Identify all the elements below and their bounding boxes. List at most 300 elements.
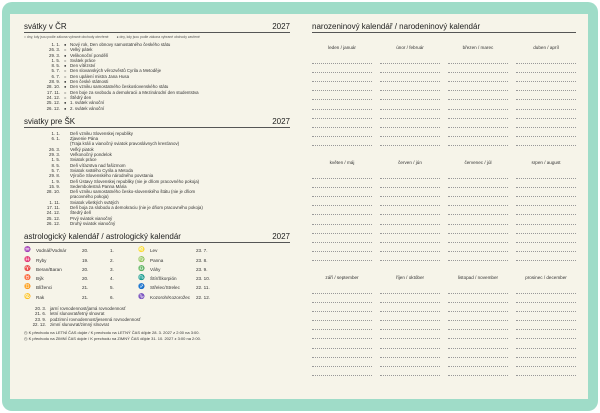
shop-status-marker: ● bbox=[64, 84, 67, 90]
holiday-date: 25. 12. bbox=[46, 100, 60, 106]
holiday-date: 26. 3. bbox=[49, 146, 60, 152]
shop-status-marker: = bbox=[64, 68, 67, 74]
zodiac-icon: ♎ bbox=[138, 265, 145, 272]
write-line[interactable] bbox=[312, 73, 372, 82]
write-line[interactable] bbox=[516, 128, 576, 137]
write-line[interactable] bbox=[380, 285, 440, 294]
write-line[interactable] bbox=[516, 64, 576, 73]
zodiac-start-date bbox=[196, 274, 224, 283]
zodiac-start-month: 5. bbox=[110, 285, 114, 291]
write-line[interactable] bbox=[448, 82, 508, 91]
write-line[interactable] bbox=[312, 119, 372, 128]
month-column bbox=[312, 170, 372, 261]
write-line[interactable] bbox=[516, 312, 576, 321]
write-line[interactable] bbox=[312, 100, 372, 109]
write-line[interactable] bbox=[516, 55, 576, 64]
holiday-name: pracovného pokoja) bbox=[70, 194, 109, 200]
write-line[interactable] bbox=[516, 225, 576, 234]
write-line[interactable] bbox=[516, 179, 576, 188]
write-line[interactable] bbox=[448, 188, 508, 197]
month-label: prosinec / december bbox=[525, 274, 567, 280]
holiday-date: 8. 5. bbox=[51, 162, 60, 168]
month-label: březen / marec bbox=[462, 45, 494, 50]
holiday-name: 1. svátek vánoční bbox=[70, 100, 105, 106]
summer-time-note: ◷ K přechodu na LETNÍ ČAS dojde / K prechodu na LETNÝ ČAS dôjde 28. 3. 2027 z 2:00 na 3:00. bbox=[24, 330, 200, 336]
shop-status-marker: = bbox=[64, 89, 67, 95]
season-row bbox=[24, 322, 290, 327]
month: 10. bbox=[203, 276, 211, 282]
holiday-name: Sviatok všetkých svätých bbox=[70, 199, 119, 205]
month: 11. bbox=[203, 285, 210, 291]
day: 23. bbox=[196, 248, 203, 254]
write-line[interactable] bbox=[448, 206, 508, 215]
month-lines bbox=[312, 55, 576, 146]
zodiac-start-month: 4. bbox=[110, 276, 114, 282]
write-line[interactable] bbox=[380, 330, 440, 339]
astro-header bbox=[24, 232, 290, 243]
write-line[interactable] bbox=[380, 188, 440, 197]
day: 21. bbox=[82, 285, 89, 291]
holiday-date: 1. 11. bbox=[49, 199, 60, 205]
write-line[interactable] bbox=[448, 294, 508, 303]
day: 23. bbox=[196, 257, 203, 263]
holiday-date: 26. 12. bbox=[46, 220, 60, 226]
zodiac-icon: ♒ bbox=[24, 247, 31, 254]
holiday-name: Svátek práce bbox=[70, 57, 96, 63]
zodiac-start-date bbox=[196, 246, 224, 255]
write-line[interactable] bbox=[312, 91, 372, 100]
write-line[interactable] bbox=[380, 358, 440, 367]
month-column bbox=[312, 285, 372, 376]
write-line[interactable] bbox=[516, 82, 576, 91]
write-line[interactable] bbox=[380, 91, 440, 100]
write-line[interactable] bbox=[448, 100, 508, 109]
write-line[interactable] bbox=[380, 215, 440, 224]
write-line[interactable] bbox=[312, 64, 372, 73]
shop-status-marker: ● bbox=[64, 42, 67, 47]
zodiac-name: Vodnář/Vodnár bbox=[36, 248, 67, 254]
write-line[interactable] bbox=[516, 73, 576, 82]
month-headers bbox=[312, 45, 576, 55]
month-label: květen / máj bbox=[329, 159, 355, 165]
zodiac-start-day bbox=[82, 256, 110, 265]
season-date: 20. 3. bbox=[35, 305, 46, 311]
write-line[interactable] bbox=[448, 119, 508, 128]
holiday-name: 2. svátek vánoční bbox=[70, 105, 105, 111]
write-line[interactable] bbox=[448, 252, 508, 261]
zodiac-start-month: 1. bbox=[110, 248, 114, 254]
holiday-date: 1. 9. bbox=[51, 178, 60, 184]
write-line[interactable] bbox=[380, 234, 440, 243]
month-headers bbox=[312, 275, 576, 285]
month-column bbox=[516, 55, 576, 146]
month: 8. bbox=[203, 257, 208, 263]
write-line[interactable] bbox=[312, 234, 372, 243]
write-line[interactable] bbox=[516, 243, 576, 252]
write-line[interactable] bbox=[380, 179, 440, 188]
write-line[interactable] bbox=[312, 285, 372, 294]
holiday-name: Den boje za svobodu a demokracii a Mezinárodní den studentstva bbox=[70, 89, 199, 95]
holiday-date: 1. 1. bbox=[51, 130, 60, 136]
write-line[interactable] bbox=[380, 321, 440, 330]
write-line[interactable] bbox=[448, 243, 508, 252]
write-line[interactable] bbox=[312, 243, 372, 252]
zodiac-icon: ♑ bbox=[138, 293, 145, 300]
winter-time-note: ◷ K přechodu na ZIMNÍ ČAS dojde / K prechodu na ZIMNÝ ČAS dôjde 31. 10. 2027 z 3:00 na 2:00. bbox=[24, 335, 201, 341]
write-line[interactable] bbox=[312, 321, 372, 330]
write-line[interactable] bbox=[448, 91, 508, 100]
zodiac-name: Střelec/Strelec bbox=[150, 285, 180, 291]
month-column bbox=[516, 285, 576, 376]
write-line[interactable] bbox=[312, 170, 372, 179]
zodiac-start-day bbox=[82, 274, 110, 283]
zodiac-icon: ♓ bbox=[24, 256, 31, 263]
holiday-date: 15. 9. bbox=[49, 183, 60, 189]
holiday-name: Den upálení mistra Jana Husa bbox=[70, 73, 130, 79]
holiday-date: 1. 1. bbox=[51, 42, 60, 47]
write-line[interactable] bbox=[380, 82, 440, 91]
day: 20. bbox=[82, 276, 89, 282]
write-line[interactable] bbox=[380, 312, 440, 321]
holiday-date: 29. 3. bbox=[49, 152, 60, 158]
write-line[interactable] bbox=[448, 64, 508, 73]
holiday-date: 8. 5. bbox=[51, 63, 60, 69]
zodiac-icon: ♊ bbox=[24, 284, 31, 291]
write-line[interactable] bbox=[312, 312, 372, 321]
holiday-date: 29. 8. bbox=[49, 173, 60, 179]
shop-status-marker: = bbox=[64, 94, 67, 100]
write-line[interactable] bbox=[516, 285, 576, 294]
write-line[interactable] bbox=[312, 82, 372, 91]
holiday-name: Den české státnosti bbox=[70, 79, 109, 85]
zodiac-start-date bbox=[196, 283, 224, 292]
write-line[interactable] bbox=[516, 339, 576, 348]
holiday-name: Den vítězství bbox=[70, 63, 96, 69]
holiday-date: 5. 7. bbox=[51, 68, 60, 74]
shop-status-marker: ● bbox=[64, 105, 67, 111]
sk-holidays-title: sviatky pre ŠK bbox=[24, 116, 76, 126]
write-line[interactable] bbox=[448, 170, 508, 179]
holiday-date: 26. 3. bbox=[49, 47, 60, 53]
season-name: podzimní rovnodennost/jesenná rovnodennosť bbox=[50, 316, 141, 322]
write-line[interactable] bbox=[380, 197, 440, 206]
write-line[interactable] bbox=[448, 55, 508, 64]
write-line[interactable] bbox=[448, 285, 508, 294]
zodiac-start-month: 2. bbox=[110, 257, 114, 263]
month-label: červenec / júl bbox=[464, 159, 492, 165]
zodiac-icon: ♈ bbox=[24, 265, 31, 272]
write-line[interactable] bbox=[516, 188, 576, 197]
write-line[interactable] bbox=[516, 91, 576, 100]
day: 20. bbox=[82, 248, 89, 254]
month-lines bbox=[312, 170, 576, 261]
zodiac-icon: ♍ bbox=[138, 256, 145, 263]
write-line[interactable] bbox=[312, 206, 372, 215]
holiday-date: 28. 10. bbox=[46, 84, 60, 90]
write-line[interactable] bbox=[312, 225, 372, 234]
holiday-name: Prvý sviatok vianočný bbox=[70, 215, 113, 221]
write-line[interactable] bbox=[312, 128, 372, 137]
write-line[interactable] bbox=[312, 110, 372, 119]
write-line[interactable] bbox=[516, 349, 576, 358]
write-line[interactable] bbox=[312, 137, 372, 146]
holiday-name: Zjavenie Pána bbox=[70, 136, 99, 142]
zodiac-name: Beran/Baran bbox=[36, 266, 62, 272]
season-date: 23. 9. bbox=[35, 316, 46, 322]
write-line[interactable] bbox=[448, 358, 508, 367]
cz-holiday-row bbox=[24, 106, 290, 111]
write-line[interactable] bbox=[312, 349, 372, 358]
write-line[interactable] bbox=[312, 358, 372, 367]
zodiac-name: Rak bbox=[36, 294, 45, 300]
write-line[interactable] bbox=[448, 330, 508, 339]
write-line[interactable] bbox=[380, 137, 440, 146]
write-line[interactable] bbox=[516, 367, 576, 376]
holiday-name: Výročie Slovenského národného povstania bbox=[70, 173, 154, 179]
write-line[interactable] bbox=[448, 73, 508, 82]
write-line[interactable] bbox=[448, 339, 508, 348]
write-line[interactable] bbox=[380, 339, 440, 348]
write-line[interactable] bbox=[312, 215, 372, 224]
write-line[interactable] bbox=[312, 188, 372, 197]
zodiac-name: Panna bbox=[150, 257, 164, 263]
write-line[interactable] bbox=[448, 367, 508, 376]
month-label: duben / apríl bbox=[533, 45, 559, 50]
write-line[interactable] bbox=[380, 303, 440, 312]
shop-status-marker: ● bbox=[64, 100, 67, 106]
month: 9. bbox=[203, 266, 208, 272]
holiday-date: 28. 10. bbox=[46, 189, 60, 195]
holiday-name: Druhý sviatok vianočný bbox=[70, 220, 116, 226]
write-line[interactable] bbox=[516, 170, 576, 179]
legend-closed: ● dny, kdy jsou podle zákona vybrané obchody zavřené bbox=[116, 35, 200, 39]
zodiac-start-day bbox=[82, 265, 110, 274]
quarter-block bbox=[312, 275, 576, 376]
cz-holidays-header bbox=[24, 22, 290, 33]
write-line[interactable] bbox=[380, 64, 440, 73]
month-headers bbox=[312, 160, 576, 170]
write-line[interactable] bbox=[448, 234, 508, 243]
write-line[interactable] bbox=[380, 367, 440, 376]
day: 22. bbox=[196, 285, 203, 291]
write-line[interactable] bbox=[380, 128, 440, 137]
holiday-date: 24. 12. bbox=[46, 94, 60, 100]
write-line[interactable] bbox=[448, 225, 508, 234]
write-line[interactable] bbox=[312, 294, 372, 303]
cz-holidays-title: svátky v ČR bbox=[24, 22, 67, 31]
month-column bbox=[448, 285, 508, 376]
zodiac-start-month: 6. bbox=[110, 294, 114, 300]
holiday-name: (Traja králi a vianočný sviatok pravoslávnych kresťanov) bbox=[70, 141, 180, 147]
write-line[interactable] bbox=[312, 330, 372, 339]
holiday-name: Sedembolestná Panna Mária bbox=[70, 183, 127, 189]
holiday-date: 6. 1. bbox=[51, 136, 60, 142]
season-name: zimní slunovrat/zimný slnovrat bbox=[50, 321, 109, 327]
holiday-name: Deň boja za slobodu a demokraciu (nie je dňom pracovného pokoja) bbox=[70, 205, 203, 211]
legend-open: = dny, kdy jsou podle zákona vybrané obchody otevřené bbox=[24, 35, 109, 39]
write-line[interactable] bbox=[380, 73, 440, 82]
holiday-name: Den vzniku samostatného československého státu bbox=[70, 84, 169, 90]
write-line[interactable] bbox=[516, 197, 576, 206]
month-label: říjen / október bbox=[395, 274, 425, 280]
holiday-name: Veľkonočný pondelok bbox=[70, 152, 112, 158]
zodiac-start-date bbox=[196, 256, 224, 265]
birthday-title: narozeninový kalendář / narodeninový kalendár bbox=[312, 22, 481, 31]
zodiac-name: Blíženci bbox=[36, 285, 53, 291]
shop-status-marker: ● bbox=[64, 79, 67, 85]
write-line[interactable] bbox=[380, 170, 440, 179]
holiday-name: Deň víťazstva nad fašizmom bbox=[70, 162, 126, 168]
left-page bbox=[10, 14, 300, 399]
zodiac-name: Kozoroh/Kozorožec bbox=[150, 294, 191, 300]
month-label: září / september bbox=[325, 274, 359, 280]
cz-legend bbox=[24, 35, 290, 39]
sk-holiday-list bbox=[24, 131, 290, 226]
holiday-name: Velký pátek bbox=[70, 47, 93, 53]
season-list bbox=[24, 306, 290, 327]
zodiac-start-day bbox=[82, 293, 110, 302]
holiday-name: Štědrý den bbox=[70, 94, 92, 100]
holiday-name: Nový rok, Den obnovy samostatného českého státu bbox=[70, 42, 171, 47]
write-line[interactable] bbox=[448, 349, 508, 358]
write-line[interactable] bbox=[448, 128, 508, 137]
month: 12. bbox=[203, 294, 211, 300]
write-line[interactable] bbox=[380, 349, 440, 358]
holiday-date: 26. 12. bbox=[46, 105, 60, 111]
holiday-name: Veľký piatok bbox=[70, 146, 94, 152]
write-line[interactable] bbox=[312, 339, 372, 348]
quarter-block bbox=[312, 160, 576, 261]
write-line[interactable] bbox=[448, 137, 508, 146]
sk-holidays-year: 2027 bbox=[272, 116, 290, 126]
write-line[interactable] bbox=[516, 321, 576, 330]
zodiac-icon: ♋ bbox=[24, 293, 31, 300]
time-change-notes bbox=[24, 330, 290, 341]
day: 20. bbox=[82, 266, 89, 272]
birthday-header bbox=[312, 22, 576, 33]
month: 7. bbox=[203, 248, 208, 254]
zodiac-start-date bbox=[196, 265, 224, 274]
month-label: listopad / november bbox=[457, 274, 499, 280]
write-line[interactable] bbox=[516, 110, 576, 119]
shop-status-marker: = bbox=[64, 73, 67, 79]
month-column bbox=[380, 170, 440, 261]
zodiac-start-date bbox=[196, 293, 224, 302]
write-line[interactable] bbox=[380, 294, 440, 303]
day: 23. bbox=[196, 266, 203, 272]
holiday-date: 5. 7. bbox=[51, 167, 60, 173]
write-line[interactable] bbox=[380, 206, 440, 215]
month-column bbox=[448, 55, 508, 146]
write-line[interactable] bbox=[312, 179, 372, 188]
write-line[interactable] bbox=[380, 55, 440, 64]
write-line[interactable] bbox=[312, 55, 372, 64]
day: 23. bbox=[196, 276, 203, 282]
write-line[interactable] bbox=[380, 252, 440, 261]
write-line[interactable] bbox=[448, 303, 508, 312]
write-line[interactable] bbox=[380, 110, 440, 119]
write-line[interactable] bbox=[516, 330, 576, 339]
day: 22. bbox=[196, 294, 203, 300]
zodiac-start-day bbox=[82, 246, 110, 255]
zodiac-name: Ryby bbox=[36, 257, 47, 263]
write-line[interactable] bbox=[516, 303, 576, 312]
holiday-date: 24. 12. bbox=[46, 210, 60, 216]
write-line[interactable] bbox=[380, 119, 440, 128]
zodiac-name: Váhy bbox=[150, 266, 161, 272]
holiday-date: 29. 3. bbox=[49, 52, 60, 58]
write-line[interactable] bbox=[516, 100, 576, 109]
write-line[interactable] bbox=[312, 252, 372, 261]
write-line[interactable] bbox=[312, 367, 372, 376]
zodiac-icon: ♐ bbox=[138, 284, 145, 291]
zodiac-start-day bbox=[82, 283, 110, 292]
holiday-date: 17. 11. bbox=[46, 205, 60, 211]
write-line[interactable] bbox=[516, 252, 576, 261]
zodiac-start-month: 3. bbox=[110, 266, 114, 272]
write-line[interactable] bbox=[312, 303, 372, 312]
write-line[interactable] bbox=[448, 215, 508, 224]
season-name: letní slunovrat/letný slnovrat bbox=[50, 311, 105, 317]
write-line[interactable] bbox=[516, 294, 576, 303]
shop-status-marker: ● bbox=[64, 52, 67, 58]
month-label: leden / január bbox=[328, 45, 356, 50]
month-column bbox=[516, 170, 576, 261]
holiday-name: Deň vzniku samostatného česko-slovenského štátu (nie je dňom bbox=[70, 189, 196, 195]
month-label: srpen / august bbox=[531, 159, 561, 165]
write-line[interactable] bbox=[380, 243, 440, 252]
zodiac-icon: ♌ bbox=[138, 247, 145, 254]
write-line[interactable] bbox=[312, 197, 372, 206]
holiday-date: 6. 7. bbox=[51, 73, 60, 79]
write-line[interactable] bbox=[516, 119, 576, 128]
holiday-date: 1. 5. bbox=[51, 157, 60, 163]
month-lines bbox=[312, 285, 576, 376]
zodiac-name: Lev bbox=[150, 248, 158, 254]
month-label: červen / jún bbox=[398, 159, 422, 165]
write-line[interactable] bbox=[448, 321, 508, 330]
write-line[interactable] bbox=[516, 358, 576, 367]
write-line[interactable] bbox=[448, 179, 508, 188]
write-line[interactable] bbox=[448, 312, 508, 321]
write-line[interactable] bbox=[516, 234, 576, 243]
holiday-name: Deň vzniku Slovenskej republiky bbox=[70, 130, 133, 136]
quarter-block bbox=[312, 45, 576, 146]
astro-year: 2027 bbox=[272, 232, 290, 242]
cz-holiday-list bbox=[24, 42, 290, 111]
holiday-date: 28. 9. bbox=[49, 79, 60, 85]
write-line[interactable] bbox=[516, 137, 576, 146]
holiday-date: 17. 11. bbox=[46, 89, 60, 95]
write-line[interactable] bbox=[516, 206, 576, 215]
write-line[interactable] bbox=[448, 197, 508, 206]
right-page bbox=[300, 14, 588, 399]
write-line[interactable] bbox=[380, 225, 440, 234]
holiday-date: 25. 12. bbox=[46, 215, 60, 221]
shop-status-marker: = bbox=[64, 47, 67, 53]
write-line[interactable] bbox=[448, 110, 508, 119]
write-line[interactable] bbox=[380, 100, 440, 109]
zodiac-icon: ♉ bbox=[24, 275, 31, 282]
holiday-name: Štedrý deň bbox=[70, 210, 92, 216]
holiday-name: Sviatok práce bbox=[70, 157, 97, 163]
season-name: jarní rovnodennost/jarná rovnodennosť bbox=[50, 305, 126, 311]
month-label: únor / február bbox=[396, 45, 424, 50]
month-column bbox=[312, 55, 372, 146]
write-line[interactable] bbox=[516, 215, 576, 224]
astro-title: astrologický kalendář / astrologický kalendár bbox=[24, 232, 181, 242]
sk-holidays-header bbox=[24, 117, 290, 128]
